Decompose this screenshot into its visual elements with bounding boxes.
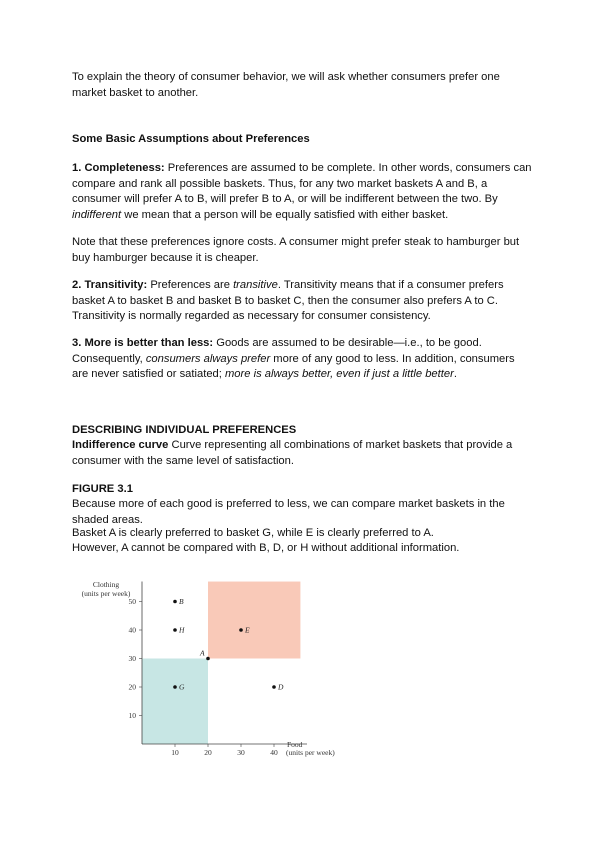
transitivity-paragraph: 2. Transitivity: Preferences are transitive. Transitivity means that if a consumer prefers basket A to basket B and basket B to basket C, then the consumer also prefers A to C. Transitivity is normally regarded as necessary for consumer consistency.	[72, 279, 504, 323]
point-g	[173, 685, 177, 689]
y-tick-label: 50	[128, 597, 136, 606]
y-tick-label: 10	[128, 711, 136, 720]
y-axis-label-line2: (units per week)	[81, 589, 131, 598]
point-a	[206, 657, 210, 661]
point-b	[173, 600, 177, 604]
point-e	[239, 628, 243, 632]
intro-paragraph: To explain the theory of consumer behavior, we will ask whether consumers prefer one market basket to another.	[72, 71, 500, 99]
section-heading: DESCRIBING INDIVIDUAL PREFERENCES	[72, 424, 297, 436]
x-axis-label-line2: (units per week)	[286, 748, 335, 757]
costs-note-paragraph: Note that these preferences ignore costs. A consumer might prefer steak to hamburger but buy hamburger because it is cheaper.	[72, 236, 520, 264]
point-label-d: D	[278, 682, 284, 692]
assumptions-heading: Some Basic Assumptions about Preferences	[72, 133, 310, 145]
more-better-paragraph: 3. More is better than less: Goods are assumed to be desirable—i.e., to be good. Consequently, consumers always prefer more of any good to less. In addition, consumers are never satisfied or satiated; more is always better, even if just a little better.	[72, 337, 515, 381]
figure-caption-line3: However, A cannot be compared with B, D, or H without additional information.	[72, 542, 460, 554]
less-preferred-region	[142, 659, 208, 745]
definition-paragraph: Indifference curve Curve representing all combinations of market baskets that provide a consumer with the same level of satisfaction.	[72, 439, 513, 467]
x-tick-label: 40	[270, 748, 278, 757]
point-h	[173, 628, 177, 632]
figure-caption-line1: Because more of each good is preferred to less, we can compare market baskets in the shaded areas.	[72, 498, 505, 526]
y-tick-label: 20	[128, 682, 136, 692]
point-label-h: H	[179, 625, 185, 635]
figure-caption-line2: Basket A is clearly preferred to basket G, while E is clearly preferred to A.	[72, 527, 434, 539]
y-tick-label: 40	[128, 625, 136, 635]
x-ticks	[171, 744, 278, 757]
point-label-g: G	[179, 682, 185, 692]
completeness-paragraph: 1. Completeness: Preferences are assumed to be complete. In other words, consumers can compare and rank all possible baskets. Thus, for any two market baskets A and B, a consumer will prefer A to B, will prefer B to A, or will be indifferent between the two. By indifferent we mean that a person will be equally satisfied with either basket.	[72, 162, 532, 221]
point-label-e: E	[245, 625, 250, 635]
figure-label: FIGURE 3.1	[72, 483, 133, 495]
y-axis-label-line1: Clothing	[92, 580, 120, 589]
point-label-a: A	[200, 648, 205, 658]
preferred-region	[208, 582, 300, 659]
point-d	[272, 685, 276, 689]
point-label-b: B	[179, 597, 184, 606]
y-tick-label: 30	[128, 654, 136, 663]
x-tick-label: 10	[171, 748, 179, 757]
x-axis-label-line1: Food	[287, 740, 303, 749]
figure-3-1-chart	[60, 572, 350, 772]
x-tick-label: 30	[237, 748, 245, 757]
x-tick-label: 20	[204, 748, 212, 757]
y-ticks	[129, 597, 143, 720]
